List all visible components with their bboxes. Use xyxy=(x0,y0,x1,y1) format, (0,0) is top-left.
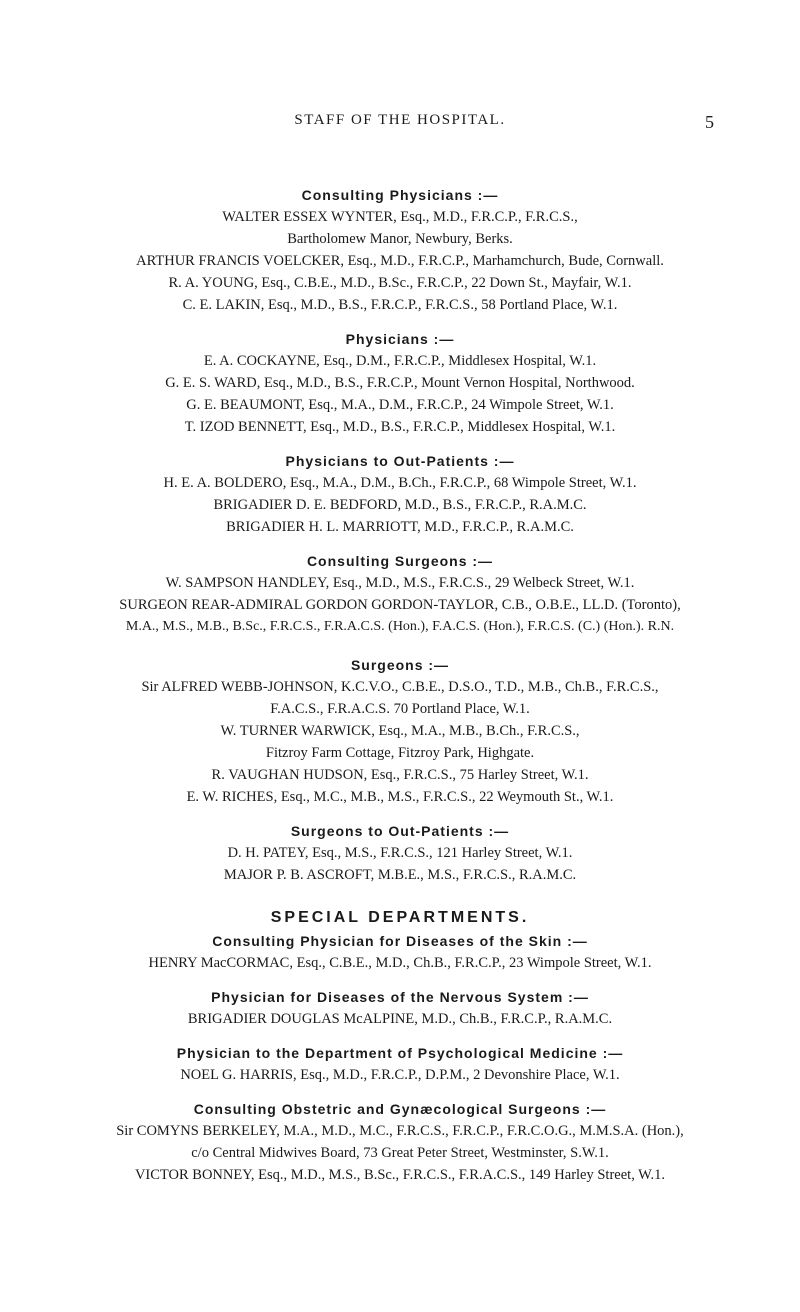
special-departments xyxy=(18,906,782,1186)
section-heading: Consulting Physicians :— xyxy=(301,187,499,203)
staff-entry-continued: F.A.C.S., F.R.A.C.S. 70 Portland Place, W.1. xyxy=(270,701,530,717)
staff-entry: H. E. A. BOLDERO, Esq., M.A., D.M., B.Ch., F.R.C.P., 68 Wimpole Street, W.1. xyxy=(163,475,637,491)
section-surgeons xyxy=(18,654,782,808)
section-heading: Physician to the Department of Psychological Medicine :— xyxy=(176,1045,624,1061)
section-heading: Surgeons to Out-Patients :— xyxy=(290,823,510,839)
staff-entry: SURGEON REAR-ADMIRAL GORDON GORDON-TAYLOR, C.B., O.B.E., LL.D. (Toronto), xyxy=(119,597,681,613)
staff-entry: Sir COMYNS BERKELEY, M.A., M.D., M.C., F.R.C.S., F.R.C.P., F.R.C.O.G., M.M.S.A. (Hon.), xyxy=(116,1123,684,1139)
page-number: 5 xyxy=(705,112,714,132)
section-heading: Consulting Obstetric and Gynæcological Surgeons :— xyxy=(193,1101,607,1117)
staff-entry: MAJOR P. B. ASCROFT, M.B.E., M.S., F.R.C.S., R.A.M.C. xyxy=(223,867,577,883)
section-consulting-surgeons xyxy=(18,550,782,638)
staff-entry: E. A. COCKAYNE, Esq., D.M., F.R.C.P., Middlesex Hospital, W.1. xyxy=(203,353,597,369)
staff-entry: W. TURNER WARWICK, Esq., M.A., M.B., B.Ch., F.R.C.S., xyxy=(220,723,580,739)
staff-entry: R. VAUGHAN HUDSON, Esq., F.R.C.S., 75 Harley Street, W.1. xyxy=(211,767,589,783)
staff-entry-continued: M.A., M.S., M.B., B.Sc., F.R.C.S., F.R.A.C.S. (Hon.), F.A.C.S. (Hon.), F.R.C.S. (C.) (Hon.). R.N. xyxy=(125,619,675,634)
staff-entry: T. IZOD BENNETT, Esq., M.D., B.S., F.R.C.P., Middlesex Hospital, W.1. xyxy=(184,419,616,435)
section-physicians xyxy=(18,328,782,438)
staff-entry: C. E. LAKIN, Esq., M.D., B.S., F.R.C.P., F.R.C.S., 58 Portland Place, W.1. xyxy=(182,297,618,313)
special-departments-heading: SPECIAL DEPARTMENTS. xyxy=(270,909,530,926)
staff-entry: NOEL G. HARRIS, Esq., M.D., F.R.C.P., D.P.M., 2 Devonshire Place, W.1. xyxy=(180,1067,620,1083)
staff-entry: D. H. PATEY, Esq., M.S., F.R.C.S., 121 Harley Street, W.1. xyxy=(227,845,573,861)
section-heading: Physicians to Out-Patients :— xyxy=(285,453,515,469)
staff-entry: WALTER ESSEX WYNTER, Esq., M.D., F.R.C.P., F.R.C.S., xyxy=(222,209,578,225)
section-surgeons-out-patients xyxy=(18,820,782,886)
section-physicians-out-patients xyxy=(18,450,782,538)
staff-entry: VICTOR BONNEY, Esq., M.D., M.S., B.Sc., F.R.C.S., F.R.A.C.S., 149 Harley Street, W.1. xyxy=(134,1167,666,1183)
staff-entry: G. E. BEAUMONT, Esq., M.A., D.M., F.R.C.P., 24 Wimpole Street, W.1. xyxy=(186,397,614,413)
staff-entry: R. A. YOUNG, Esq., C.B.E., M.D., B.Sc., F.R.C.P., 22 Down St., Mayfair, W.1. xyxy=(168,275,632,291)
section-heading: Surgeons :— xyxy=(350,657,450,673)
staff-entry-address: Fitzroy Farm Cottage, Fitzroy Park, Highgate. xyxy=(265,745,535,761)
staff-entry: E. W. RICHES, Esq., M.C., M.B., M.S., F.R.C.S., 22 Weymouth St., W.1. xyxy=(186,789,614,805)
staff-list xyxy=(18,184,782,1186)
section-heading: Consulting Surgeons :— xyxy=(306,553,494,569)
page-header xyxy=(0,112,800,136)
staff-entry: BRIGADIER DOUGLAS McALPINE, M.D., Ch.B., F.R.C.P., R.A.M.C. xyxy=(187,1011,613,1027)
staff-entry: HENRY MacCORMAC, Esq., C.B.E., M.D., Ch.B., F.R.C.P., 23 Wimpole Street, W.1. xyxy=(148,955,652,971)
staff-entry: Sir ALFRED WEBB-JOHNSON, K.C.V.O., C.B.E., D.S.O., T.D., M.B., Ch.B., F.R.C.S., xyxy=(141,679,659,695)
staff-entry: ARTHUR FRANCIS VOELCKER, Esq., M.D., F.R.C.P., Marhamchurch, Bude, Cornwall. xyxy=(136,253,664,269)
staff-entry: BRIGADIER D. E. BEDFORD, M.D., B.S., F.R.C.P., R.A.M.C. xyxy=(213,497,587,513)
section-heading: Physicians :— xyxy=(345,331,455,347)
staff-entry-address: c/o Central Midwives Board, 73 Great Peter Street, Westminster, S.W.1. xyxy=(191,1145,609,1161)
section-heading: Consulting Physician for Diseases of the Skin :— xyxy=(212,933,588,949)
section-heading: Physician for Diseases of the Nervous System :— xyxy=(211,989,589,1005)
staff-entry: G. E. S. WARD, Esq., M.D., B.S., F.R.C.P., Mount Vernon Hospital, Northwood. xyxy=(165,375,635,391)
staff-entry: BRIGADIER H. L. MARRIOTT, M.D., F.R.C.P., R.A.M.C. xyxy=(226,519,574,535)
running-title: STAFF OF THE HOSPITAL. xyxy=(294,112,506,128)
section-consulting-physicians xyxy=(18,184,782,316)
staff-entry-address: Bartholomew Manor, Newbury, Berks. xyxy=(287,231,513,247)
staff-entry: W. SAMPSON HANDLEY, Esq., M.D., M.S., F.R.C.S., 29 Welbeck Street, W.1. xyxy=(165,575,635,591)
